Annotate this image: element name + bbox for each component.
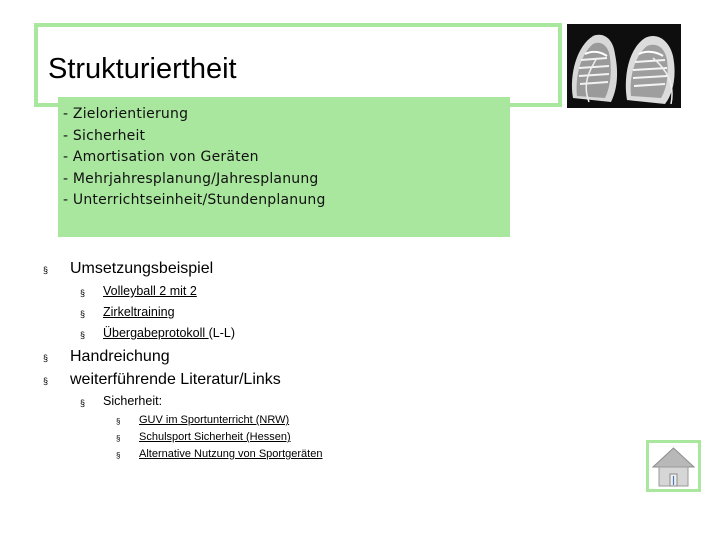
bullet-icon: § (116, 434, 121, 443)
bullet-icon: § (116, 417, 121, 426)
bullet-icon: § (116, 451, 121, 460)
bullet-icon: § (80, 288, 86, 298)
link-uebergabeprotokoll[interactable]: Übergabeprotokoll (103, 326, 209, 340)
topic-item: - Amortisation von Geräten (63, 149, 259, 165)
slide-title: Strukturiertheit (48, 53, 237, 85)
link-guv[interactable]: GUV im Sportunterricht (NRW) (139, 414, 290, 426)
topics-box (58, 97, 510, 237)
bullet-icon: § (80, 398, 86, 408)
bullet-icon: § (43, 265, 49, 275)
home-button[interactable] (646, 440, 701, 492)
topic-item: - Unterrichtseinheit/Stundenplanung (63, 192, 326, 208)
list-item-literatur: weiterführende Literatur/Links (70, 371, 281, 388)
list-item-umsetzung: Umsetzungsbeispiel (70, 260, 214, 277)
list-item-handreichung: Handreichung (70, 348, 170, 365)
title-frame (34, 23, 562, 107)
link-schulsport[interactable]: Schulsport Sicherheit (Hessen) (139, 431, 291, 443)
link-alternative[interactable]: Alternative Nutzung von Sportgeräten (139, 448, 323, 460)
link-zirkeltraining[interactable]: Zirkeltraining (103, 305, 175, 319)
bullet-icon: § (43, 376, 49, 386)
home-icon (649, 443, 698, 489)
bullet-icon: § (80, 309, 86, 319)
sneakers-photo (567, 24, 681, 108)
uebergabe-suffix: (L-L) (208, 326, 236, 340)
uebergabe-line (103, 326, 235, 340)
bullet-icon: § (80, 330, 86, 340)
topic-item: - Sicherheit (63, 127, 146, 144)
link-volleyball[interactable]: Volleyball 2 mit 2 (103, 284, 197, 298)
topic-item: - Mehrjahresplanung/Jahresplanung (63, 170, 319, 187)
list-item-sicherheit: Sicherheit: (103, 394, 163, 408)
topic-item: - Zielorientierung (63, 106, 189, 122)
bullet-icon: § (43, 353, 49, 363)
